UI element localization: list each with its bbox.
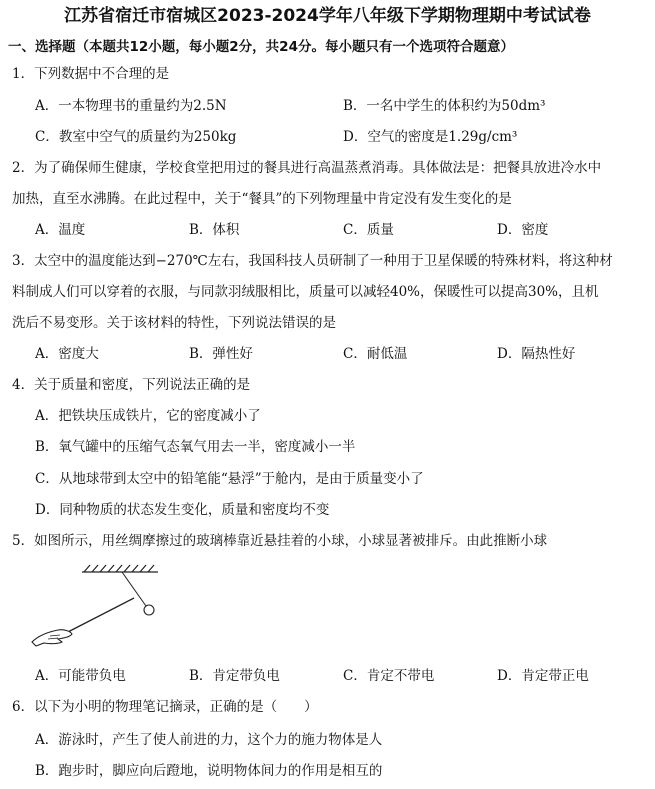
suspension-thread <box>122 572 146 606</box>
question-6-option-a: A．游泳时，产生了使人前进的力，这个力的施力物体是人 <box>35 732 383 748</box>
ceiling-hatch <box>82 565 158 572</box>
question-2-stem-line-1: 2．为了确保师生健康，学校食堂把用过的餐具进行高温蒸煮消毒。具体做法是：把餐具放进冷水中 <box>12 160 602 176</box>
question-2-stem-line-2: 加热，直至水沸腾。在此过程中，关于“餐具”的下列物理量中肯定没有发生变化的是 <box>12 191 512 207</box>
question-2-option-b: B．体积 <box>189 222 240 238</box>
question-1-option-d: D．空气的密度是1.29g/cm³ <box>343 129 518 145</box>
question-5-option-a: A．可能带负电 <box>35 668 126 684</box>
question-2-option-c: C．质量 <box>343 222 394 238</box>
glass-rod <box>64 598 134 634</box>
question-3-stem-line-2: 料制成人们可以穿着的衣服，与同款羽绒服相比，质量可以减轻40%，保暖性可以提高30%，且机 <box>12 284 599 300</box>
question-6-option-b: B．跑步时，脚应向后蹬地，说明物体间力的作用是相互的 <box>35 763 383 779</box>
question-3-stem-line-1: 3．太空中的温度能达到−270℃左右，我国科技人员研制了一种用于卫星保暖的特殊材料，将这种材 <box>12 253 613 269</box>
question-4-option-d: D．同种物质的状态发生变化，质量和密度均不变 <box>35 502 330 518</box>
question-4-option-a: A．把铁块压成铁片，它的密度减小了 <box>35 408 261 424</box>
question-1-option-a: A．一本物理书的重量约为2.5N <box>35 98 227 114</box>
question-4-option-b: B．氧气罐中的压缩气态氧气用去一半，密度减小一半 <box>35 439 356 455</box>
question-2-option-a: A．温度 <box>35 222 86 238</box>
question-1-stem: 1．下列数据中不合理的是 <box>12 66 170 82</box>
question-3-stem-line-3: 洗后不易变形。关于该材料的特性，下列说法错误的是 <box>12 315 336 331</box>
question-3-option-c: C．耐低温 <box>343 346 408 362</box>
question-2-option-d: D．密度 <box>497 222 549 238</box>
question-5-stem: 5．如图所示，用丝绸摩擦过的玻璃棒靠近悬挂着的小球，小球显著被排斥。由此推断小球 <box>12 533 548 549</box>
question-6-stem: 6．以下为小明的物理笔记摘录，正确的是（ ） <box>12 699 318 715</box>
question-5-option-d: D．肯定带正电 <box>497 668 589 684</box>
exam-title: 江苏省宿迁市宿城区2023-2024学年八年级下学期物理期中考试试卷 <box>64 6 591 26</box>
suspended-ball <box>144 605 154 615</box>
question-3-option-b: B．弹性好 <box>189 346 253 362</box>
question-4-option-c: C．从地球带到太空中的铅笔能“悬浮”于舱内，是由于质量变小了 <box>35 471 424 487</box>
question-3-option-d: D．隔热性好 <box>497 346 576 362</box>
question-5-option-b: B．肯定带负电 <box>189 668 280 684</box>
question-1-option-b: B．一名中学生的体积约为50dm³ <box>343 98 546 114</box>
question-5-option-c: C．肯定不带电 <box>343 668 435 684</box>
question-1-option-c: C．教室中空气的质量约为250kg <box>35 129 237 145</box>
question-4-stem: 4．关于质量和密度，下列说法正确的是 <box>12 377 251 393</box>
glass-rod-ball-figure <box>22 560 172 650</box>
hand-shape <box>32 630 72 646</box>
section-heading: 一、选择题（本题共12小题，每小题2分，共24分。每小题只有一个选项符合题意） <box>8 39 514 55</box>
question-3-option-a: A．密度大 <box>35 346 99 362</box>
